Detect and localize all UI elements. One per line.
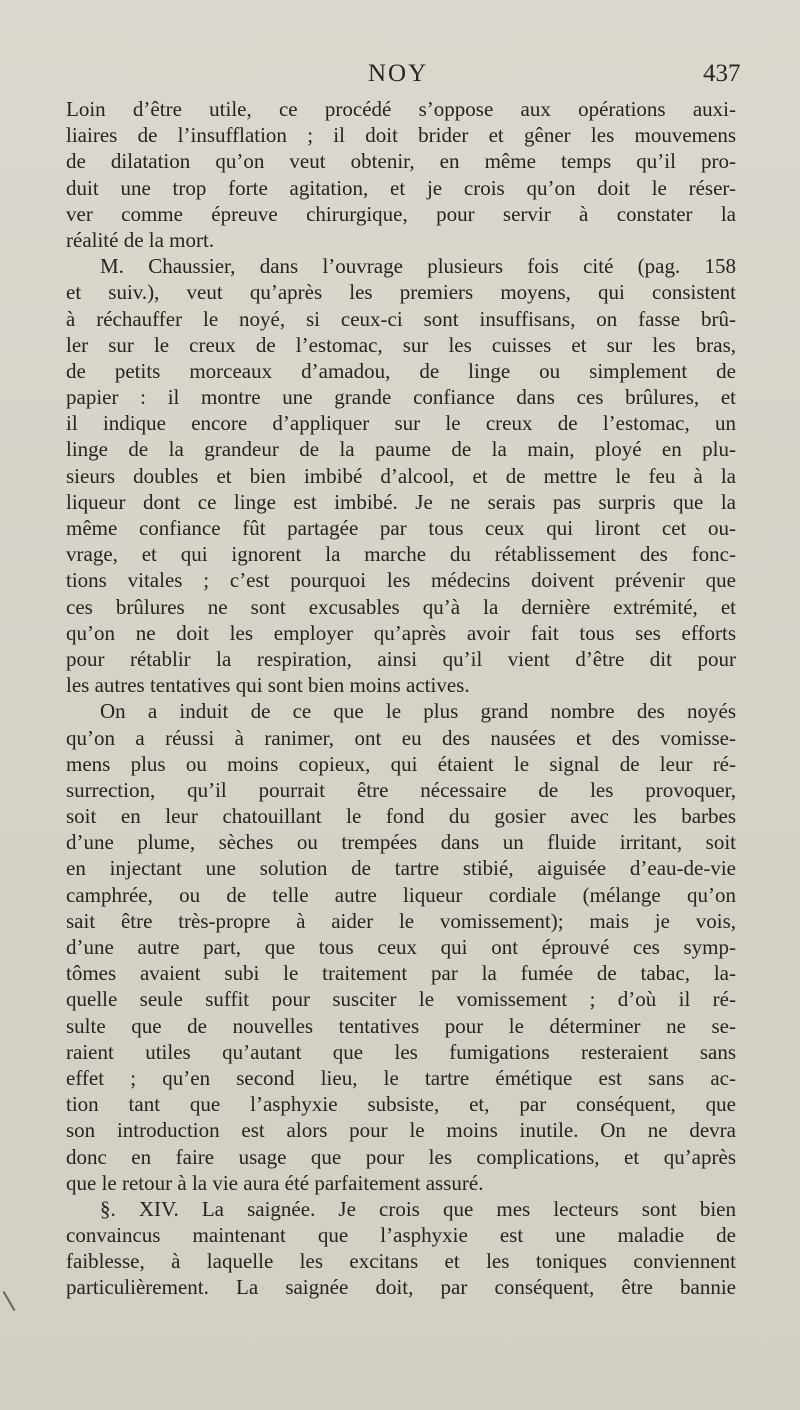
text-line: convaincus maintenant que l’asphyxie est une maladie de bbox=[66, 1223, 736, 1248]
text-line: §. XIV. La saignée. Je crois que mes lecteurs sont bien bbox=[100, 1196, 736, 1221]
text-line: les autres tentatives qui sont bien moins actives. bbox=[66, 673, 470, 698]
text-line: particulièrement. La saignée doit, par conséquent, être bannie bbox=[66, 1275, 736, 1300]
text-line: raient utiles qu’autant que les fumigations resteraient sans bbox=[66, 1039, 736, 1064]
ink-mark bbox=[3, 1291, 16, 1311]
text-line: et suiv.), veut qu’après les premiers moyens, qui consistent bbox=[66, 280, 736, 305]
text-line: liqueur dont ce linge est imbibé. Je ne serais pas surpris que la bbox=[66, 489, 736, 514]
text-line: liaires de l’insufflation ; il doit brider et gêner les mouvemens bbox=[66, 123, 736, 148]
text-line: d’une plume, sèches ou trempées dans un fluide irritant, soit bbox=[66, 830, 736, 855]
text-line: réalité de la mort. bbox=[66, 227, 215, 252]
text-line: à réchauffer le noyé, si ceux-ci sont insuffisans, on fasse brû- bbox=[66, 306, 736, 331]
text-line: son introduction est alors pour le moins inutile. On ne devra bbox=[66, 1118, 736, 1143]
text-line: que le retour à la vie aura été parfaitement assuré. bbox=[66, 1170, 484, 1195]
text-line: sieurs doubles et bien imbibé d’alcool, et de mettre le feu à la bbox=[66, 463, 736, 488]
text-line: tion tant que l’asphyxie subsiste, et, par conséquent, que bbox=[66, 1092, 736, 1117]
text-line: sulte que de nouvelles tentatives pour le déterminer ne se- bbox=[66, 1013, 736, 1038]
body-text bbox=[66, 96, 736, 1301]
text-line: soit en leur chatouillant le fond du gosier avec les barbes bbox=[66, 804, 736, 829]
text-line: qu’on ne doit les employer qu’après avoir fait tous ses efforts bbox=[66, 620, 736, 645]
text-line: duit une trop forte agitation, et je crois qu’on doit le réser- bbox=[66, 175, 736, 200]
text-line: sait être très-propre à aider le vomissement); mais je vois, bbox=[66, 908, 736, 933]
text-line: qu’on a réussi à ranimer, ont eu des nausées et des vomisse- bbox=[66, 725, 736, 750]
text-line: ces brûlures ne sont excusables qu’à la dernière extrémité, et bbox=[66, 594, 736, 619]
text-line: quelle seule suffit pour susciter le vomissement ; d’où il ré- bbox=[66, 987, 736, 1012]
text-line: effet ; qu’en second lieu, le tartre émétique est sans ac- bbox=[66, 1065, 736, 1090]
text-line: On a induit de ce que le plus grand nombre des noyés bbox=[100, 699, 736, 724]
text-line: de dilatation qu’on veut obtenir, en même temps qu’il pro- bbox=[66, 149, 736, 174]
text-line: d’une autre part, que tous ceux qui ont éprouvé ces symp- bbox=[66, 935, 736, 959]
text-line: pour rétablir la respiration, ainsi qu’il vient d’être dit pour bbox=[66, 646, 736, 671]
page-number: 437 bbox=[703, 60, 741, 87]
text-line: tions vitales ; c’est pourquoi les médecins doivent prévenir que bbox=[66, 568, 736, 593]
text-line: de petits morceaux d’amadou, de linge ou simplement de bbox=[66, 358, 736, 383]
text-line: donc en faire usage que pour les complications, et qu’après bbox=[66, 1144, 736, 1169]
running-head bbox=[0, 60, 800, 94]
text-line: tômes avaient subi le traitement par la fumée de tabac, la- bbox=[66, 961, 736, 986]
text-line: Loin d’être utile, ce procédé s’oppose aux opérations auxi- bbox=[66, 97, 736, 121]
text-line: ver comme épreuve chirurgique, pour servir à constater la bbox=[66, 201, 736, 226]
text-line: surrection, qu’il pourrait être nécessaire de les provoquer, bbox=[66, 777, 736, 802]
text-line: ler sur le creux de l’estomac, sur les cuisses et sur les bras, bbox=[66, 332, 736, 357]
text-line: M. Chaussier, dans l’ouvrage plusieurs fois cité (pag. 158 bbox=[100, 254, 736, 279]
text-line: papier : il montre une grande confiance dans ces brûlures, et bbox=[66, 385, 736, 410]
text-line: vrage, et qui ignorent la marche du rétablissement des fonc- bbox=[66, 542, 736, 567]
text-line: il indique encore d’appliquer sur le creux de l’estomac, un bbox=[66, 411, 736, 436]
text-line: mens plus ou moins copieux, qui étaient le signal de leur ré- bbox=[66, 751, 736, 776]
text-line: linge de la grandeur de la paume de la main, ployé en plu- bbox=[66, 437, 736, 462]
text-line: camphrée, ou de telle autre liqueur cordiale (mélange qu’on bbox=[66, 882, 736, 907]
text-line: en injectant une solution de tartre stibié, aiguisée d’eau-de-vie bbox=[66, 856, 736, 881]
text-line: faiblesse, à laquelle les excitans et les toniques conviennent bbox=[66, 1249, 736, 1274]
running-head-word: NOY bbox=[368, 60, 429, 87]
text-line: même confiance fût partagée par tous ceux qui liront cet ou- bbox=[66, 516, 736, 540]
